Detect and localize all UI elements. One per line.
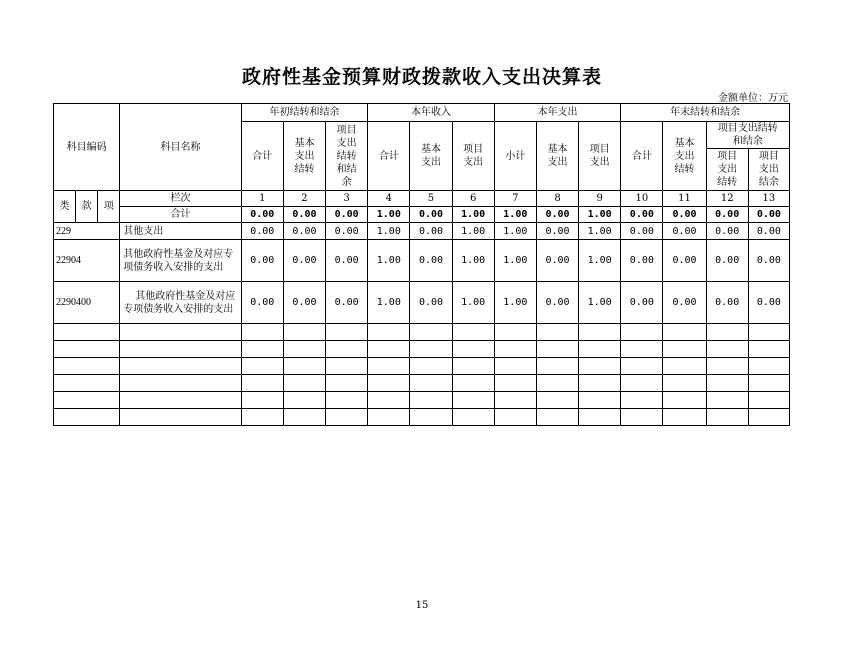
empty-cell xyxy=(241,324,283,341)
empty-cell xyxy=(748,375,789,392)
subject-name: 其他政府性基金及对应专项债务收入安排的支出 xyxy=(120,282,241,324)
header-opening-project: 项目 支出 结转 和结 余 xyxy=(326,122,368,191)
value-col-9: 1.00 xyxy=(579,282,621,324)
column-number-10: 10 xyxy=(621,191,663,207)
empty-cell xyxy=(706,358,748,375)
empty-cell xyxy=(494,392,536,409)
empty-cell xyxy=(621,392,663,409)
value-col-4: 1.00 xyxy=(368,223,410,240)
total-value-col-2: 0.00 xyxy=(283,207,325,223)
subject-code: 229 xyxy=(54,223,120,240)
empty-cell xyxy=(326,324,368,341)
column-number-12: 12 xyxy=(706,191,748,207)
empty-cell xyxy=(494,375,536,392)
empty-cell xyxy=(368,392,410,409)
header-closing-project-group: 项目支出结转 和结余 xyxy=(706,122,789,149)
empty-cell xyxy=(283,324,325,341)
header-income-basic: 基本 支出 xyxy=(410,122,452,191)
value-col-10: 0.00 xyxy=(621,240,663,282)
empty-cell xyxy=(494,358,536,375)
total-value-col-7: 1.00 xyxy=(494,207,536,223)
empty-cell xyxy=(368,324,410,341)
page-number: 15 xyxy=(415,600,429,611)
report-title: 政府性基金预算财政拨款收入支出决算表 xyxy=(241,66,602,88)
total-value-col-12: 0.00 xyxy=(706,207,748,223)
value-col-13: 0.00 xyxy=(748,223,789,240)
empty-cell xyxy=(283,375,325,392)
value-col-11: 0.00 xyxy=(663,223,706,240)
empty-cell xyxy=(536,409,578,426)
empty-cell xyxy=(706,375,748,392)
empty-cell xyxy=(748,409,789,426)
header-opening-total: 合计 xyxy=(241,122,283,191)
column-number-9: 9 xyxy=(579,191,621,207)
total-value-col-13: 0.00 xyxy=(748,207,789,223)
empty-cell xyxy=(706,392,748,409)
value-col-12: 0.00 xyxy=(706,240,748,282)
empty-cell xyxy=(579,341,621,358)
empty-cell xyxy=(410,358,452,375)
empty-cell xyxy=(326,358,368,375)
column-number-2: 2 xyxy=(283,191,325,207)
value-col-12: 0.00 xyxy=(706,282,748,324)
empty-cell xyxy=(54,341,120,358)
empty-cell xyxy=(326,409,368,426)
value-col-11: 0.00 xyxy=(663,240,706,282)
value-col-1: 0.00 xyxy=(241,240,283,282)
empty-cell xyxy=(410,375,452,392)
value-col-6: 1.00 xyxy=(452,223,494,240)
empty-cell xyxy=(706,324,748,341)
empty-cell xyxy=(536,392,578,409)
empty-cell xyxy=(452,375,494,392)
column-number-5: 5 xyxy=(410,191,452,207)
value-col-2: 0.00 xyxy=(283,240,325,282)
value-col-12: 0.00 xyxy=(706,223,748,240)
empty-cell xyxy=(579,324,621,341)
empty-cell xyxy=(494,324,536,341)
empty-cell xyxy=(748,341,789,358)
empty-row xyxy=(54,409,790,426)
value-col-1: 0.00 xyxy=(241,223,283,240)
value-col-2: 0.00 xyxy=(283,282,325,324)
total-value-col-10: 0.00 xyxy=(621,207,663,223)
header-closing-basic: 基本 支出 结转 xyxy=(663,122,706,191)
table-row xyxy=(54,282,790,324)
report-table-wrapper xyxy=(53,103,790,426)
empty-cell xyxy=(452,392,494,409)
value-col-8: 0.00 xyxy=(536,240,578,282)
value-col-3: 0.00 xyxy=(326,240,368,282)
header-subject-name: 科目名称 xyxy=(120,104,241,191)
empty-cell xyxy=(241,375,283,392)
value-col-7: 1.00 xyxy=(494,282,536,324)
empty-cell xyxy=(326,341,368,358)
empty-cell xyxy=(621,324,663,341)
value-col-6: 1.00 xyxy=(452,282,494,324)
empty-cell xyxy=(663,358,706,375)
value-col-6: 1.00 xyxy=(452,240,494,282)
empty-cell xyxy=(579,375,621,392)
empty-cell xyxy=(410,324,452,341)
total-value-col-8: 0.00 xyxy=(536,207,578,223)
report-table xyxy=(53,103,790,426)
value-col-13: 0.00 xyxy=(748,282,789,324)
header-current-income: 本年收入 xyxy=(368,104,495,122)
empty-cell xyxy=(241,409,283,426)
total-value-col-5: 0.00 xyxy=(410,207,452,223)
subject-name: 其他政府性基金及对应专项债务收入安排的支出 xyxy=(120,240,241,282)
empty-cell xyxy=(663,409,706,426)
header-subject-code: 科目编码 xyxy=(54,104,120,191)
subject-code: 2290400 xyxy=(54,282,120,324)
header-closing-project-carry: 项目 支出 结转 xyxy=(706,149,748,191)
total-value-col-11: 0.00 xyxy=(663,207,706,223)
empty-cell xyxy=(621,358,663,375)
header-current-expense: 本年支出 xyxy=(494,104,621,122)
header-xiang: 项 xyxy=(98,191,120,223)
header-expense-subtotal: 小计 xyxy=(494,122,536,191)
empty-cell xyxy=(326,375,368,392)
empty-cell xyxy=(54,392,120,409)
total-value-col-3: 0.00 xyxy=(326,207,368,223)
value-col-4: 1.00 xyxy=(368,282,410,324)
empty-cell xyxy=(748,392,789,409)
empty-cell xyxy=(663,324,706,341)
empty-cell xyxy=(536,358,578,375)
empty-cell xyxy=(241,392,283,409)
value-col-7: 1.00 xyxy=(494,240,536,282)
total-value-col-1: 0.00 xyxy=(241,207,283,223)
empty-cell xyxy=(368,341,410,358)
column-number-7: 7 xyxy=(494,191,536,207)
table-row xyxy=(54,223,790,240)
empty-cell xyxy=(663,375,706,392)
empty-cell xyxy=(326,392,368,409)
empty-cell xyxy=(120,409,241,426)
empty-cell xyxy=(452,324,494,341)
empty-cell xyxy=(536,341,578,358)
value-col-5: 0.00 xyxy=(410,240,452,282)
column-number-11: 11 xyxy=(663,191,706,207)
empty-cell xyxy=(368,375,410,392)
header-opening-balance: 年初结转和结余 xyxy=(241,104,368,122)
header-closing-balance: 年末结转和结余 xyxy=(621,104,790,122)
empty-cell xyxy=(706,341,748,358)
value-col-9: 1.00 xyxy=(579,223,621,240)
empty-cell xyxy=(54,324,120,341)
subject-name: 其他支出 xyxy=(120,223,241,240)
value-col-10: 0.00 xyxy=(621,223,663,240)
value-col-8: 0.00 xyxy=(536,223,578,240)
subject-code: 22904 xyxy=(54,240,120,282)
empty-cell xyxy=(410,341,452,358)
value-col-10: 0.00 xyxy=(621,282,663,324)
value-col-3: 0.00 xyxy=(326,223,368,240)
empty-cell xyxy=(663,392,706,409)
empty-cell xyxy=(120,341,241,358)
column-number-8: 8 xyxy=(536,191,578,207)
empty-row xyxy=(54,392,790,409)
total-value-col-6: 1.00 xyxy=(452,207,494,223)
value-col-5: 0.00 xyxy=(410,282,452,324)
empty-cell xyxy=(368,358,410,375)
column-number-1: 1 xyxy=(241,191,283,207)
amount-unit-label: 金额单位：万元 xyxy=(718,93,788,104)
header-opening-basic: 基本 支出 结转 xyxy=(283,122,325,191)
value-col-4: 1.00 xyxy=(368,240,410,282)
header-closing-project-surplus: 项目 支出 结余 xyxy=(748,149,789,191)
empty-cell xyxy=(54,358,120,375)
column-number-4: 4 xyxy=(368,191,410,207)
empty-cell xyxy=(241,358,283,375)
empty-cell xyxy=(621,375,663,392)
empty-row xyxy=(54,341,790,358)
value-col-8: 0.00 xyxy=(536,282,578,324)
header-kuan: 款 xyxy=(76,191,98,223)
empty-row xyxy=(54,358,790,375)
header-expense-basic: 基本 支出 xyxy=(536,122,578,191)
empty-cell xyxy=(579,358,621,375)
empty-cell xyxy=(283,358,325,375)
empty-cell xyxy=(120,375,241,392)
value-col-1: 0.00 xyxy=(241,282,283,324)
table-row xyxy=(54,240,790,282)
header-lei: 类 xyxy=(54,191,76,223)
empty-row xyxy=(54,324,790,341)
empty-cell xyxy=(452,341,494,358)
empty-cell xyxy=(663,341,706,358)
total-value-col-4: 1.00 xyxy=(368,207,410,223)
empty-cell xyxy=(494,409,536,426)
empty-cell xyxy=(120,324,241,341)
empty-cell xyxy=(579,392,621,409)
empty-cell xyxy=(410,392,452,409)
value-col-5: 0.00 xyxy=(410,223,452,240)
empty-cell xyxy=(283,341,325,358)
empty-cell xyxy=(54,375,120,392)
value-col-2: 0.00 xyxy=(283,223,325,240)
total-row-label: 合计 xyxy=(120,207,241,223)
empty-cell xyxy=(748,324,789,341)
empty-cell xyxy=(283,409,325,426)
header-income-project: 项目 支出 xyxy=(452,122,494,191)
empty-cell xyxy=(706,409,748,426)
column-number-3: 3 xyxy=(326,191,368,207)
header-expense-project: 项目 支出 xyxy=(579,122,621,191)
empty-cell xyxy=(283,392,325,409)
empty-cell xyxy=(54,409,120,426)
value-col-9: 1.00 xyxy=(579,240,621,282)
empty-row xyxy=(54,375,790,392)
column-number-13: 13 xyxy=(748,191,789,207)
empty-cell xyxy=(241,341,283,358)
empty-cell xyxy=(494,341,536,358)
value-col-11: 0.00 xyxy=(663,282,706,324)
empty-cell xyxy=(368,409,410,426)
header-lanci: 栏次 xyxy=(120,191,241,207)
value-col-7: 1.00 xyxy=(494,223,536,240)
empty-cell xyxy=(748,358,789,375)
empty-cell xyxy=(452,409,494,426)
header-income-total: 合计 xyxy=(368,122,410,191)
empty-cell xyxy=(120,358,241,375)
empty-cell xyxy=(621,409,663,426)
value-col-13: 0.00 xyxy=(748,240,789,282)
value-col-3: 0.00 xyxy=(326,282,368,324)
column-number-6: 6 xyxy=(452,191,494,207)
empty-cell xyxy=(536,324,578,341)
empty-cell xyxy=(621,341,663,358)
empty-cell xyxy=(579,409,621,426)
empty-cell xyxy=(536,375,578,392)
total-value-col-9: 1.00 xyxy=(579,207,621,223)
header-closing-total: 合计 xyxy=(621,122,663,191)
empty-cell xyxy=(120,392,241,409)
empty-cell xyxy=(410,409,452,426)
empty-cell xyxy=(452,358,494,375)
